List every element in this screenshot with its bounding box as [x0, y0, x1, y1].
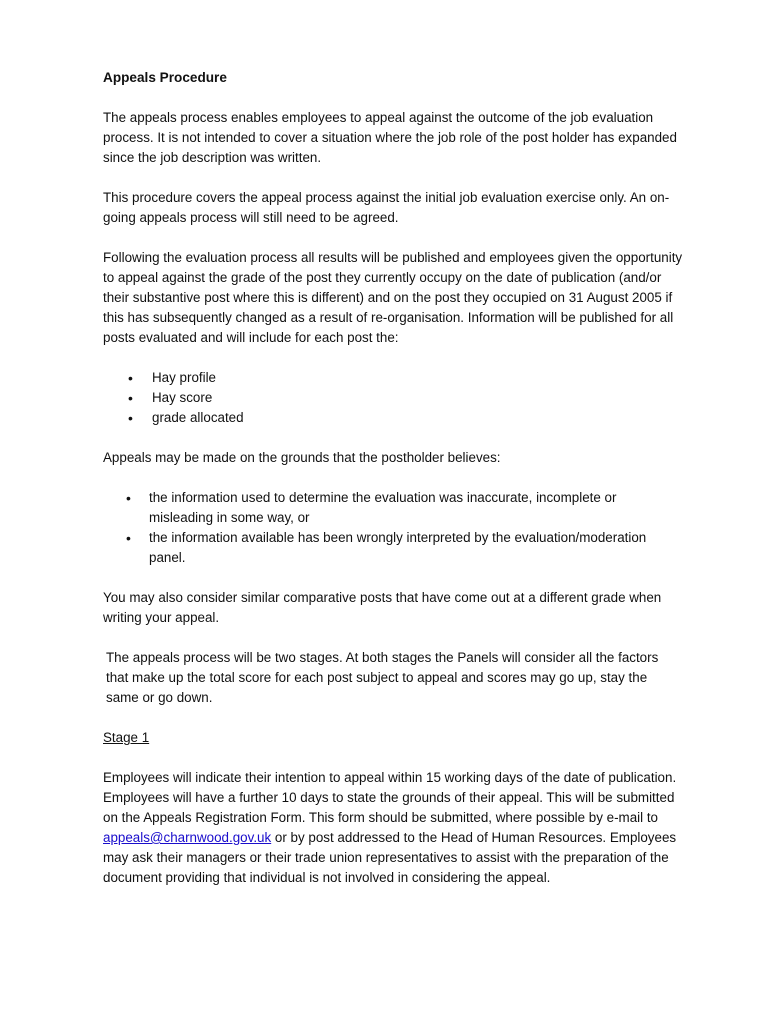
grounds-list [103, 488, 683, 568]
info-list [103, 368, 683, 428]
list-item: • Hay profile [103, 368, 683, 388]
grounds-paragraph: Appeals may be made on the grounds that the postholder believes: [103, 450, 501, 465]
two-stages-paragraph: The appeals process will be two stages. At both stages the Panels will consider all the factors that make up the total score for each post subject to appeal and scores may go up, stay the same or go down. [106, 650, 659, 705]
stage-1-paragraph [103, 768, 683, 888]
stage-1-text-after: or by post addressed to the Head of Human Resources. Employees may ask their managers or their trade union representatives to assist with the preparation of the document providing that individual is not involved in considering the appeal. [103, 830, 677, 885]
list-item: • the information used to determine the evaluation was inaccurate, incomplete or misleading in some way, or [103, 488, 683, 528]
email-link[interactable]: appeals@charnwood.gov.uk [103, 830, 272, 845]
list-item: • the information available has been wrongly interpreted by the evaluation/moderation panel. [103, 528, 683, 568]
stage-1-heading: Stage 1 [103, 730, 150, 745]
list-item: • Hay score [103, 388, 683, 408]
comparative-paragraph: You may also consider similar comparative posts that have come out at a different grade when writing your appeal. [103, 590, 662, 625]
publication-paragraph: Following the evaluation process all results will be published and employees given the opportunity to appeal against the grade of the post they currently occupy on the date of publication (and/or their substantive post where this is different) and on the post they occupied on 31 August 2005 if this has subsequently changed as a result of re-organisation. Information will be published for all posts evaluated and will include for each post the: [103, 250, 683, 345]
list-item: • grade allocated [103, 408, 683, 428]
scope-paragraph: This procedure covers the appeal process against the initial job evaluation exercise only. An on-going appeals process will still need to be agreed. [103, 190, 670, 225]
document-page [103, 68, 683, 908]
stage-1-text-before: Employees will indicate their intention to appeal within 15 working days of the date of publication. Employees will have a further 10 days to state the grounds of their appeal. This will be submitted on the Appeals Registration Form. This form should be submitted, where possible by e-mail to [103, 770, 677, 825]
intro-paragraph: The appeals process enables employees to appeal against the outcome of the job evaluation process. It is not intended to cover a situation where the job role of the post holder has expanded since the job description was written. [103, 110, 677, 165]
page-title: Appeals Procedure [103, 70, 227, 85]
